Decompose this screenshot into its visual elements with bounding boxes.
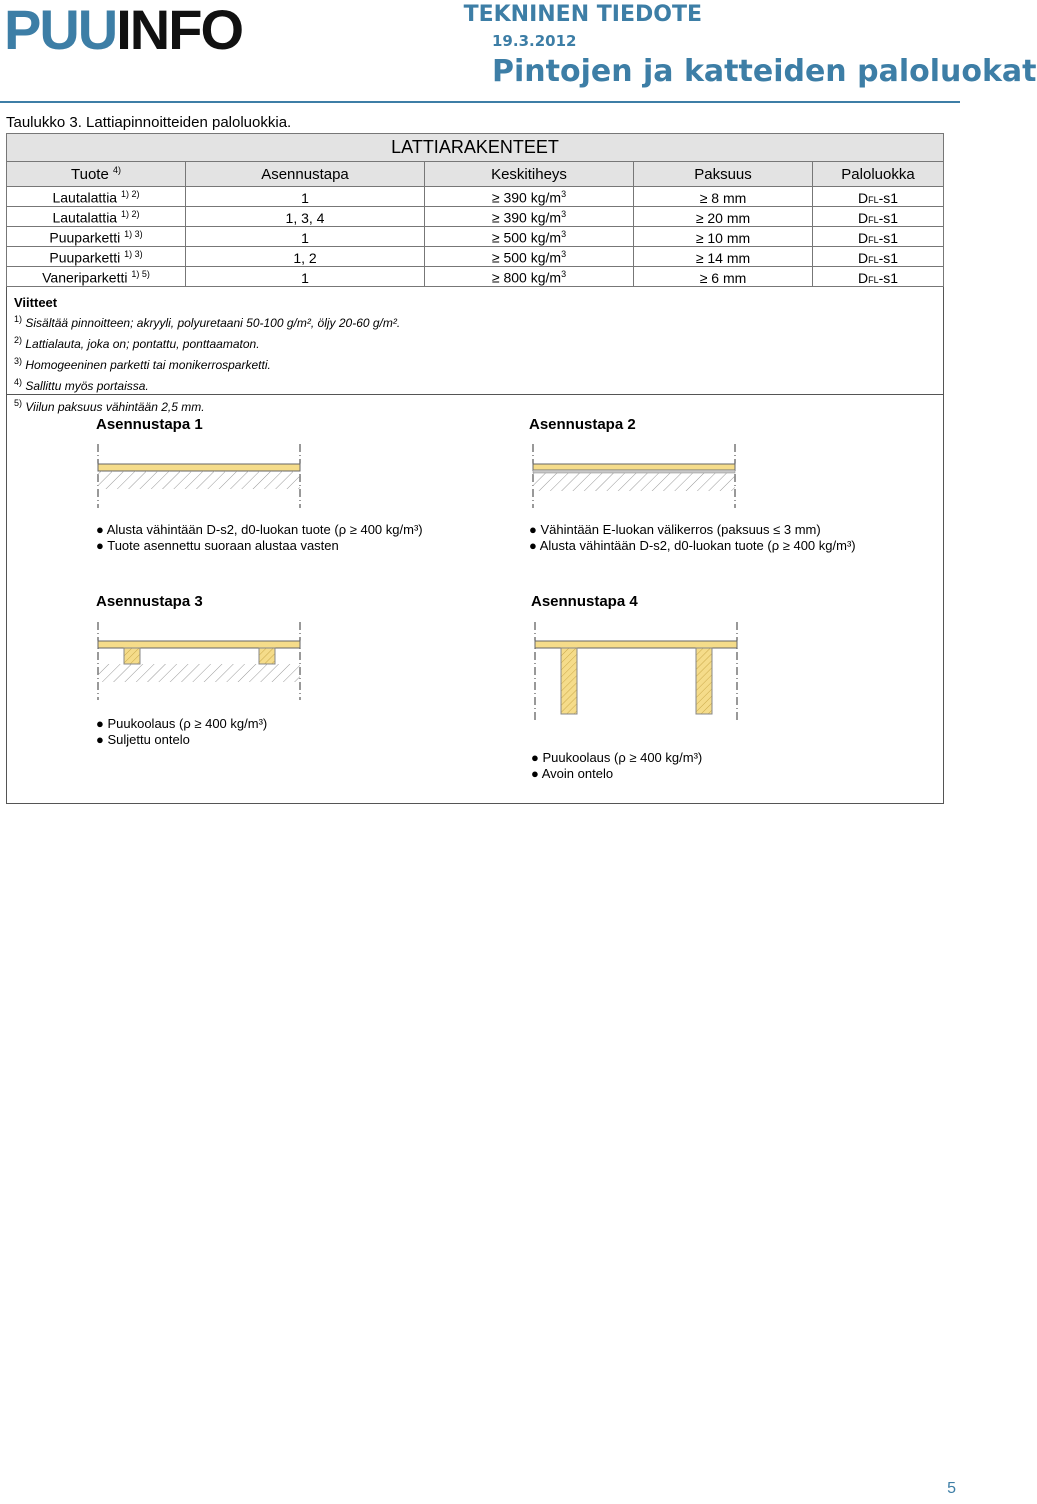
floor-board [98, 641, 300, 648]
method-2-bullet-1: ● Vähintään E-luokan välikerros (paksuus ≤ 3 mm) [529, 522, 821, 537]
cell-class: DFL-s1 [813, 227, 944, 247]
cell-product: Puuparketti $^{1) 3)}$ [7, 227, 186, 247]
method-2-bullet-2: ● Alusta vähintään D-s2, d0-luokan tuote (ρ ≥ 400 kg/m³) [529, 538, 856, 553]
footnote: $^{5)}$ Viilun paksuus vähintään 2,5 mm. [14, 398, 205, 414]
document-title: Pintojen ja katteiden paloluokat [492, 54, 1037, 89]
cell-class: DFL-s1 [813, 207, 944, 227]
table-caption: Taulukko 3. Lattiapinnoitteiden paloluokkia. [6, 114, 292, 131]
cell-class: DFL-s1 [813, 187, 944, 207]
cell-product: Vaneriparketti $^{1) 5)}$ [7, 267, 186, 287]
cell-class: DFL-s1 [813, 247, 944, 267]
subfloor-hatch [98, 471, 300, 489]
cell-method: 1 [186, 187, 425, 207]
cell-thickness: ≥ 6 mm [634, 267, 813, 287]
document-date: 19.3.2012 [492, 32, 577, 50]
footnotes-heading: Viitteet [14, 295, 58, 310]
header-rule [0, 101, 960, 103]
method-4-bullet-2: ● Avoin ontelo [531, 766, 614, 781]
page-number: 5 [947, 1480, 956, 1497]
interlayer [533, 470, 735, 473]
cell-method: 1 [186, 227, 425, 247]
cell-product: Puuparketti $^{1) 3)}$ [7, 247, 186, 267]
footnote: $^{4)}$ Sallittu myös portaissa. [14, 377, 149, 393]
table-row [7, 187, 944, 207]
cell-thickness: ≥ 20 mm [634, 207, 813, 227]
batten [124, 648, 140, 664]
method-1-bullet-1: ● Alusta vähintään D-s2, d0-luokan tuote (ρ ≥ 400 kg/m³) [96, 522, 423, 537]
footnotes [14, 294, 400, 416]
cell-density: ≥ 390 $kg/m^3$ [425, 187, 634, 207]
method-1-bullet-2: ● Tuote asennettu suoraan alustaa vasten [96, 538, 339, 553]
header-class: Paloluokka [813, 162, 944, 187]
method-4-bullet-1: ● Puukoolaus (ρ ≥ 400 kg/m³) [531, 750, 703, 765]
method-3-diagram [94, 622, 306, 700]
document-category: TEKNINEN TIEDOTE [463, 2, 702, 27]
section-divider [6, 394, 944, 395]
subfloor-hatch [533, 473, 735, 491]
footnote: $^{2)}$ Lattialauta, joka on; pontattu, ponttaamaton. [14, 335, 260, 351]
cell-density: ≥ 390 $kg/m^3$ [425, 207, 634, 227]
table-row [7, 207, 944, 227]
table-header-row [7, 162, 944, 187]
cell-thickness: ≥ 10 mm [634, 227, 813, 247]
method-2-title: Asennustapa 2 [529, 416, 636, 433]
cell-method: 1, 2 [186, 247, 425, 267]
method-3-bullet-1: ● Puukoolaus (ρ ≥ 400 kg/m³) [96, 716, 268, 731]
cell-product: Lautalattia $^{1) 2)}$ [7, 187, 186, 207]
parquet-layer [533, 464, 735, 470]
cell-method: 1, 3, 4 [186, 207, 425, 227]
table-row [7, 247, 944, 267]
footnote: $^{1)}$ Sisältää pinnoitteen; akryyli, polyuretaani 50-100 g/m², öljy 20-60 g/m². [14, 314, 401, 330]
method-4-diagram [531, 622, 743, 722]
subfloor-hatch [98, 664, 300, 682]
header-thickness: Paksuus [634, 162, 813, 187]
cell-density: ≥ 500 $kg/m^3$ [425, 247, 634, 267]
header-density: Keskitiheys [425, 162, 634, 187]
method-1-title: Asennustapa 1 [96, 416, 203, 433]
footnote: $^{3)}$ Homogeeninen parketti tai monikerrosparketti. [14, 356, 271, 372]
table-row [7, 267, 944, 287]
joist [561, 648, 577, 714]
table-title: LATTIARAKENTEET [7, 134, 944, 162]
method-3-bullet-2: ● Suljettu ontelo [96, 732, 190, 747]
cell-class: DFL-s1 [813, 267, 944, 287]
floor-board [535, 641, 737, 648]
header-method: Asennustapa [186, 162, 425, 187]
method-4-title: Asennustapa 4 [531, 593, 638, 610]
puuinfo-logo: PUUINFO [4, 0, 242, 61]
joist [696, 648, 712, 714]
floor-board [98, 464, 300, 471]
cell-thickness: ≥ 8 mm [634, 187, 813, 207]
cell-density: ≥ 500 $kg/m^3$ [425, 227, 634, 247]
cell-product: Lautalattia $^{1) 2)}$ [7, 207, 186, 227]
cell-density: ≥ 800 $kg/m^3$ [425, 267, 634, 287]
method-3-title: Asennustapa 3 [96, 593, 203, 610]
method-1-diagram [94, 444, 306, 508]
table-row [7, 227, 944, 247]
cell-method: 1 [186, 267, 425, 287]
floor-structures-table [6, 133, 944, 287]
header-product: Tuote $^{4)}$ [7, 162, 186, 187]
method-2-diagram [529, 444, 741, 508]
batten [259, 648, 275, 664]
cell-thickness: ≥ 14 mm [634, 247, 813, 267]
